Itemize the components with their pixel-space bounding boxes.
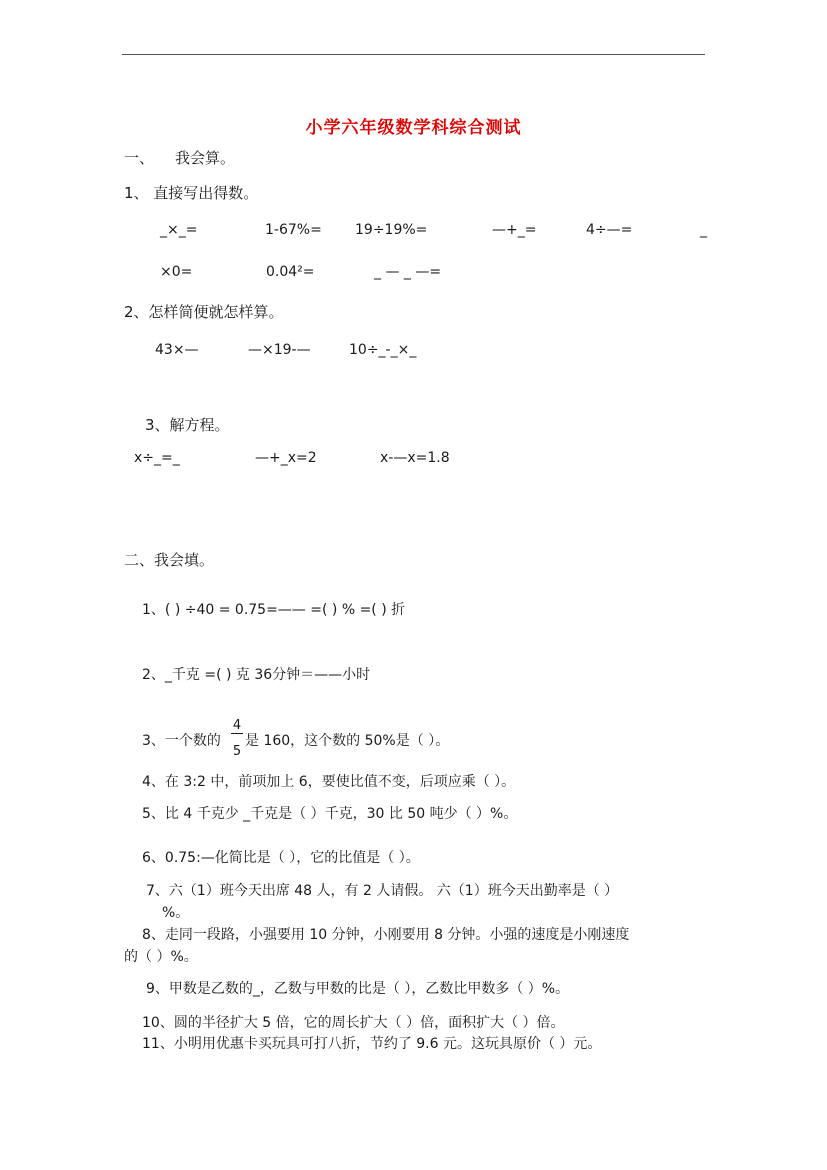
fraction-denominator: 5 — [232, 744, 242, 759]
fill-item-5: 5、比 4 千克少 _千克是（ ）千克，30 比 50 吨少（ ）%。 — [142, 806, 518, 822]
fill-item-3-prefix: 3、一个数的 — [142, 733, 221, 749]
fill-item-6: 6、0.75:—化简比是（ ），它的比值是（ ）。 — [142, 850, 420, 866]
section2-heading: 二、我会填。 — [124, 551, 215, 569]
q1-expr-3: 19÷19%= — [355, 222, 428, 238]
page-title: 小学六年级数学科综合测试 — [305, 118, 522, 138]
q3-expr-1: x÷_=_ — [134, 450, 180, 466]
fill-item-7: 7、六（1）班今天出席 48 人，有 2 人请假。 六（1）班今天出勤率是（ ） — [146, 883, 619, 899]
q2-label: 2、怎样简便就怎样算。 — [124, 303, 284, 321]
fill-item-2: 2、_千克 =( ) 克 36分钟＝——小时 — [142, 667, 371, 683]
section1-number: 一、 — [124, 149, 155, 167]
q3-label: 3、解方程。 — [145, 416, 230, 434]
q1-expr-7: ×0= — [160, 264, 193, 280]
q1-expr-5: 4÷—= — [586, 222, 633, 238]
q1-label: 1、 直接写出得数。 — [124, 184, 259, 202]
q1-expr-8: 0.04²= — [266, 264, 315, 280]
q1-expr-6: _ — [700, 222, 707, 238]
q1-expr-9: _ — _ —= — [374, 264, 442, 280]
fill-item-10: 10、圆的半径扩大 5 倍，它的周长扩大（ ）倍，面积扩大（ ）倍。 — [142, 1015, 565, 1031]
fill-item-9: 9、甲数是乙数的_，乙数与甲数的比是（ ），乙数比甲数多（ ）%。 — [146, 981, 570, 997]
fill-item-7-cont: %。 — [162, 905, 190, 921]
q3-expr-2: —+_x=2 — [255, 450, 317, 466]
fraction-numerator: 4 — [232, 718, 242, 733]
q1-expr-1: _×_= — [160, 222, 198, 238]
fill-item-8-cont: 的（ ）%。 — [124, 949, 198, 965]
fill-item-4: 4、在 3:2 中，前项加上 6，要使比值不变，后项应乘（ ）。 — [142, 774, 516, 790]
q2-expr-1: 43×— — [155, 342, 199, 358]
q1-expr-2: 1-67%= — [265, 222, 322, 238]
q3-expr-3: x-—x=1.8 — [380, 450, 450, 466]
q2-expr-3: 10÷_-_×_ — [349, 342, 417, 358]
section1-heading: 我会算。 — [175, 149, 236, 167]
q1-expr-4: —+_= — [492, 222, 537, 238]
fill-item-11: 11、小明用优惠卡买玩具可打八折，节约了 9.6 元。这玩具原价（ ）元。 — [142, 1036, 602, 1052]
fill-item-8: 8、走同一段路，小强要用 10 分钟，小刚要用 8 分钟。小强的速度是小刚速度 — [142, 927, 630, 943]
q2-expr-2: —×19-— — [248, 342, 311, 358]
header-rule — [122, 54, 705, 55]
fill-item-3-suffix: 是 160，这个数的 50%是（ ）。 — [245, 733, 450, 749]
fill-item-1: 1、( ) ÷40 = 0.75=—— =( ) % =( ) 折 — [142, 602, 406, 618]
